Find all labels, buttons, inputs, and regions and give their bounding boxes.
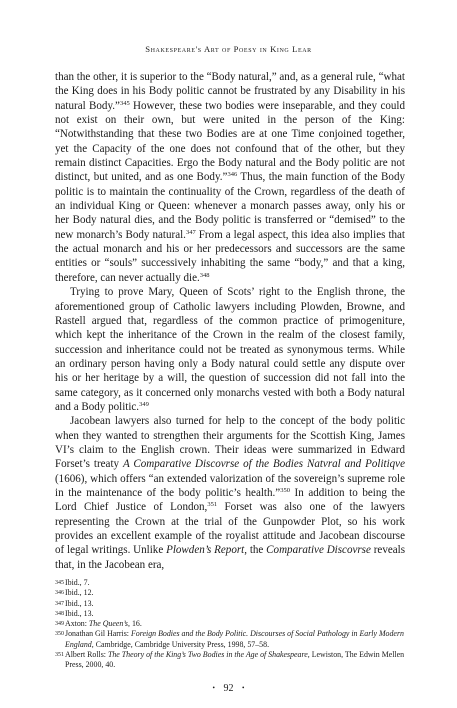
footnote-reference: 351	[207, 501, 218, 509]
text-run: Forset was also one of the lawyers representing the Crown at the trial of the Gunpowder Plot, so his work provides an excellent example of the royalist attitude and Jacobean discourse of legal writings. Unlike	[55, 501, 405, 557]
footnote	[55, 599, 405, 609]
footnote-number: 348	[55, 610, 64, 617]
footnote-reference: 349	[139, 400, 149, 408]
text-run: Jonathan Gil Harris:	[65, 629, 131, 639]
footnote-text	[65, 619, 405, 629]
footnote-text	[65, 650, 405, 671]
text-run: than the other, it is superior to the “Body natural,” and, as a general rule, “what the King does in his Body politic cannot be frustrated by any Disability in his natural Body.”	[55, 71, 405, 112]
italic-text: The Queen’s	[88, 619, 128, 629]
folio-mark-left: •	[212, 684, 215, 692]
footnote-text	[65, 588, 405, 598]
text-run: In addition to being the Lord Chief Justice of London,	[55, 486, 405, 514]
footnote-number: 346	[55, 590, 64, 597]
footnote	[55, 629, 405, 650]
text-run: , Cambridge, Cambridge University Press, 1998, 57–58.	[91, 639, 270, 649]
text-run: , Lewiston, The Edwin Mellen Press, 2000, 40.	[65, 650, 405, 670]
footnote-text	[65, 578, 405, 588]
footnote-reference: 348	[199, 271, 210, 279]
footnote-number: 350	[55, 631, 64, 638]
footnote-reference: 350	[280, 486, 290, 494]
italic-text: A Comparative Discovrse of the Bodies Natvral and Politiqve	[122, 458, 405, 471]
italic-text: The Theory of the King’s Two Bodies in the Age of Shakespeare	[107, 650, 308, 660]
text-run: Ibid., 7.	[65, 578, 90, 587]
paragraph	[55, 414, 405, 572]
italic-text: Foreign Bodies and the Body Politic. Discourses of Social Pathology in Early Modern England	[65, 629, 404, 649]
text-run: Albert Rolls:	[65, 650, 108, 660]
footnote	[55, 578, 405, 588]
text-run: , the	[244, 544, 267, 557]
text-run: reveals that, in the Jacobean era,	[55, 544, 406, 571]
italic-text: Comparative Discovrse	[266, 544, 371, 557]
text-run: , 16.	[128, 619, 142, 629]
footnote-reference: 346	[227, 171, 238, 179]
folio-mark-right: •	[242, 684, 245, 692]
text-run: Trying to prove Mary, Queen of Scots’ right to the English throne, the aforementioned group of Catholic lawyers including Plowden, Browne, and Rastell argued that, regardless of the common practice of primogeniture, which kept the inheritance of the Crown in the realm of the closest family, succession and inheritance could not be treated as synonymous terms. While an ordinary person having only a Body natural could settle any dispute over his or her heritage by a will, the question of succession did not fall into the same category, as it concerned only monarchs vested with both a Body natural and a Body politic.	[55, 286, 405, 413]
text-run: However, these two bodies were inseparable, and they could not exist on their own, but were united in the person of the King: “Notwithstanding that these two Bodies are at one Time conjoined together, yet the Capacity of the one does not confound that of the other, but they remain distinct Capacities. Ergo the Body natural and the Body politic are not distinct, but united, and as one Body.”	[55, 99, 405, 184]
text-run: (1606), which offers “an extended valorization of the sovereign’s supreme role in the maintenance of the body politic’s health.”	[55, 472, 405, 499]
footnote-reference: 347	[185, 228, 196, 236]
text-run: Ibid., 13.	[65, 598, 94, 608]
text-run: Jacobean lawyers also turned for help to the concept of the body politic when they wanted to strengthen their arguments for the Scottish King, James VI’s claim to the English crown. Their ideas were summarized in Edward Forset’s treaty	[55, 415, 405, 471]
footnote-reference: 345	[119, 99, 130, 107]
footnote	[55, 619, 405, 629]
italic-text: Plowden’s Report	[166, 544, 245, 557]
text-run: Ibid., 12.	[65, 588, 94, 598]
footnote-number: 349	[55, 621, 64, 628]
footnote-text	[65, 609, 405, 619]
footnote-text	[65, 629, 405, 650]
text-run: From a legal aspect, this idea also implies that the actual monarch and his or her predecessors and successors are the same entities or “souls” successively inhabiting the same “body,” and that a king, therefore, can never actually die.	[55, 228, 406, 284]
paragraph	[55, 70, 405, 285]
footnote	[55, 650, 405, 671]
footnote-number: 345	[55, 580, 64, 586]
running-head: Shakespeare's Art of Poesy in King Lear	[145, 44, 312, 54]
footnote	[55, 588, 405, 598]
text-run: Ibid., 13.	[65, 608, 94, 618]
page-number-value: 92	[223, 683, 234, 694]
body-text	[55, 70, 405, 572]
footnotes	[55, 578, 405, 671]
text-run: Thus, the main function of the Body politic is to maintain the continuality of the Crown, regardless of the death of an individual King or Queen: whenever a monarch passes away, only his or her Body natural dies, and the Body politic is transferred or “demised” to the new monarch’s Body natural.	[55, 171, 405, 241]
footnote	[55, 609, 405, 619]
footnote-number: 351	[55, 652, 64, 659]
footnote-text	[65, 599, 405, 609]
text-run: Axton:	[65, 619, 89, 629]
page-number	[0, 683, 457, 694]
footnote-number: 347	[55, 600, 64, 607]
paragraph	[55, 285, 405, 414]
